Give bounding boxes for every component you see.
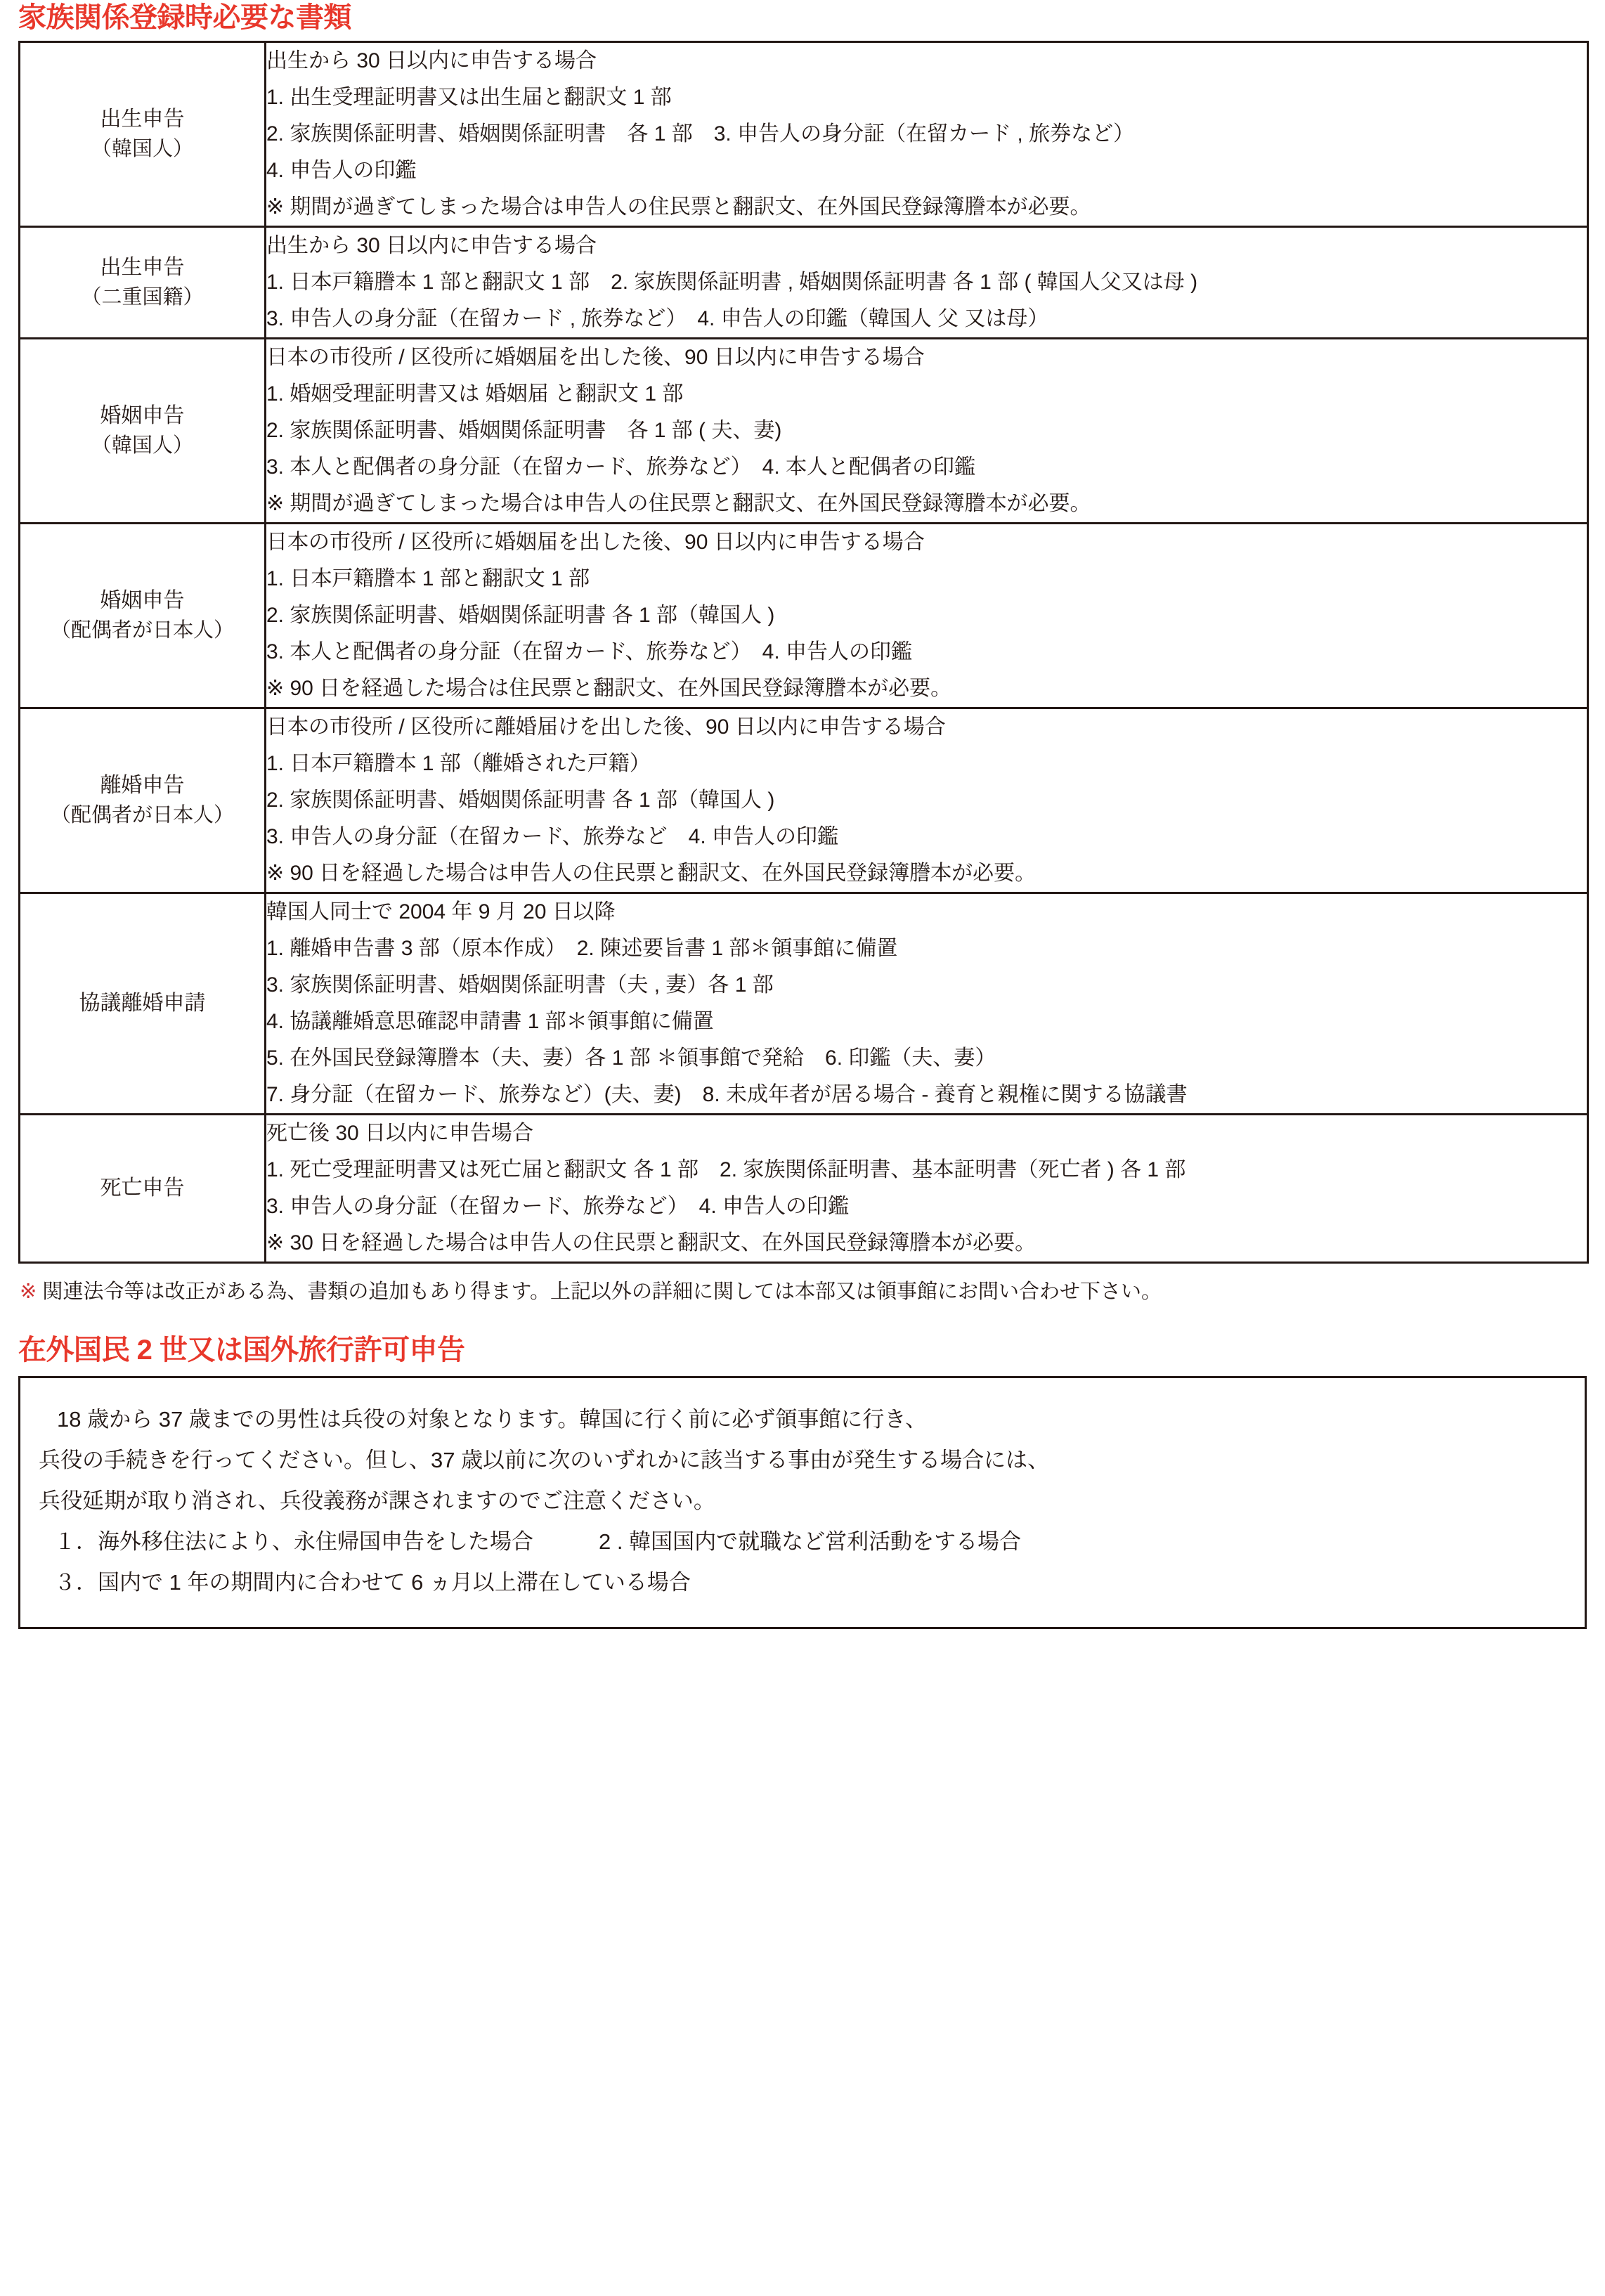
body-line: 3. 本人と配偶者の身分証（在留カード、旅券など） 4. 本人と配偶者の印鑑 xyxy=(266,455,976,479)
body-line: 1. 出生受理証明書又は出生届と翻訳文 1 部 xyxy=(266,86,672,109)
body-line: 出生から 30 日以内に申告する場合 xyxy=(266,49,597,72)
row-label-main: 婚姻申告 xyxy=(100,589,185,612)
required-documents-table xyxy=(18,41,1589,1264)
body-line: 3. 申告人の身分証（在留カード , 旅券など） 4. 申告人の印鑑（韓国人 父 又は母） xyxy=(266,307,1049,330)
row-label-birth-dual xyxy=(20,227,266,339)
notice-line: １．海外移住法により、永住帰国申告をした場合 2 . 韓国国内で就職など営利活動をする場合 xyxy=(54,1529,1022,1554)
body-line: 2. 家族関係証明書、婚姻関係証明書 各 1 部（韓国人 ) xyxy=(266,789,775,812)
body-line: 3. 家族関係証明書、婚姻関係証明書（夫 , 妻）各 1 部 xyxy=(266,973,774,997)
row-label-birth-korean xyxy=(20,42,266,227)
body-line: 1. 離婚申告書 3 部（原本作成） 2. 陳述要旨書 1 部＊領事館に備置 xyxy=(266,937,898,960)
table-row xyxy=(20,1115,1588,1263)
body-line: ※ 期間が過ぎてしまった場合は申告人の住民票と翻訳文、在外国民登録簿謄本が必要。 xyxy=(266,195,1091,219)
row-label-main: 離婚申告 xyxy=(100,774,185,797)
row-body-consensual-divorce xyxy=(266,893,1588,1115)
body-line: 死亡後 30 日以内に申告場合 xyxy=(266,1122,534,1145)
row-body-birth-dual xyxy=(266,227,1588,339)
page-title-overseas-national: 在外国民 2 世又は国外旅行許可申告 xyxy=(18,1335,465,1366)
row-label-main: 婚姻申告 xyxy=(100,404,185,427)
body-line: 2. 家族関係証明書、婚姻関係証明書 各 1 部 ( 夫、妻) xyxy=(266,419,782,442)
body-line: 3. 申告人の身分証（在留カード、旅券など 4. 申告人の印鑑 xyxy=(266,825,839,848)
row-body-birth-korean xyxy=(266,42,1588,227)
row-label-main: 出生申告 xyxy=(100,108,185,131)
body-line: 1. 婚姻受理証明書又は 婚姻届 と翻訳文 1 部 xyxy=(266,382,684,406)
table-row xyxy=(20,227,1588,339)
body-line: 1. 日本戸籍謄本 1 部と翻訳文 1 部 2. 家族関係証明書 , 婚姻関係証明書 各 1 部 ( 韓国人父又は母 ) xyxy=(266,271,1198,294)
row-label-marriage-korean xyxy=(20,339,266,524)
table-row xyxy=(20,524,1588,708)
body-line: ※ 30 日を経過した場合は申告人の住民票と翻訳文、在外国民登録簿謄本が必要。 xyxy=(266,1231,1037,1254)
body-line: 2. 家族関係証明書、婚姻関係証明書 各 1 部（韓国人 ) xyxy=(266,604,775,627)
page-title-family-registration: 家族関係登録時必要な書類 xyxy=(18,2,351,33)
row-label-main: 出生申告 xyxy=(100,256,185,279)
body-line: 3. 申告人の身分証（在留カード、旅券など） 4. 申告人の印鑑 xyxy=(266,1195,850,1218)
row-label-main: 死亡申告 xyxy=(100,1176,185,1200)
row-body-death xyxy=(266,1115,1588,1263)
body-line: 4. 協議離婚意思確認申請書 1 部＊領事館に備置 xyxy=(266,1010,714,1033)
row-label-sub: （韓国人） xyxy=(91,138,193,160)
row-label-divorce-japanese-spouse xyxy=(20,708,266,893)
table-row xyxy=(20,42,1588,227)
body-line: 2. 家族関係証明書、婚姻関係証明書 各 1 部 3. 申告人の身分証（在留カード , 旅券など） xyxy=(266,122,1135,145)
body-line: 7. 身分証（在留カード、旅券など）(夫、妻) 8. 未成年者が居る場合 - 養育と親権に関する協議書 xyxy=(266,1083,1188,1106)
row-body-marriage-japanese-spouse xyxy=(266,524,1588,708)
body-line: 日本の市役所 / 区役所に離婚届けを出した後、90 日以内に申告する場合 xyxy=(266,715,946,739)
body-line: 出生から 30 日以内に申告する場合 xyxy=(266,234,597,257)
notice-line: ３．国内で 1 年の期間内に合わせて 6 ヵ月以上滞在している場合 xyxy=(54,1570,691,1595)
table-row xyxy=(20,708,1588,893)
body-line: ※ 90 日を経過した場合は住民票と翻訳文、在外国民登録簿謄本が必要。 xyxy=(266,677,952,700)
military-service-notice-box xyxy=(18,1376,1587,1629)
row-label-consensual-divorce xyxy=(20,893,266,1115)
notice-line: 18 歳から 37 歳までの男性は兵役の対象となります。韓国に行く前に必ず領事館に行き、 xyxy=(57,1407,928,1432)
table-row xyxy=(20,893,1588,1115)
table-row xyxy=(20,339,1588,524)
row-label-main: 協議離婚申請 xyxy=(79,992,206,1015)
body-line: 4. 申告人の印鑑 xyxy=(266,159,417,182)
body-line: 5. 在外国民登録簿謄本（夫、妻）各 1 部 ＊領事館で発給 6. 印鑑（夫、妻） xyxy=(266,1046,996,1070)
notice-line: 兵役延期が取り消され、兵役義務が課されますのでご注意ください。 xyxy=(39,1488,715,1513)
body-line: 1. 死亡受理証明書又は死亡届と翻訳文 各 1 部 2. 家族関係証明書、基本証明書（死亡者 ) 各 1 部 xyxy=(266,1158,1186,1181)
table-footnote xyxy=(18,1264,1587,1309)
row-label-sub: （配偶者が日本人） xyxy=(50,804,234,826)
body-line: ※ 90 日を経過した場合は申告人の住民票と翻訳文、在外国民登録簿謄本が必要。 xyxy=(266,862,1037,885)
body-line: 韓国人同士で 2004 年 9 月 20 日以降 xyxy=(266,900,616,923)
body-line: 日本の市役所 / 区役所に婚姻届を出した後、90 日以内に申告する場合 xyxy=(266,346,925,369)
notice-line: 兵役の手続きを行ってください。但し、37 歳以前に次のいずれかに該当する事由が発生する場合には、 xyxy=(39,1448,1050,1472)
row-body-divorce-japanese-spouse xyxy=(266,708,1588,893)
row-label-death xyxy=(20,1115,266,1263)
body-line: 1. 日本戸籍謄本 1 部と翻訳文 1 部 xyxy=(266,567,590,590)
footnote-text: 関連法令等は改正がある為、書類の追加もあり得ます。上記以外の詳細に関しては本部又は領事館にお問い合わせ下さい。 xyxy=(37,1280,1162,1303)
body-line: 日本の市役所 / 区役所に婚姻届を出した後、90 日以内に申告する場合 xyxy=(266,531,925,554)
body-line: ※ 期間が過ぎてしまった場合は申告人の住民票と翻訳文、在外国民登録簿謄本が必要。 xyxy=(266,492,1091,515)
asterisk-icon: ※ xyxy=(20,1280,37,1303)
body-line: 3. 本人と配偶者の身分証（在留カード、旅券など） 4. 申告人の印鑑 xyxy=(266,640,913,663)
table-body xyxy=(20,42,1588,1263)
row-body-marriage-korean xyxy=(266,339,1588,524)
body-line: 1. 日本戸籍謄本 1 部（離婚された戸籍） xyxy=(266,752,651,775)
row-label-sub: （二重国籍） xyxy=(81,286,204,309)
row-label-sub: （配偶者が日本人） xyxy=(50,619,234,642)
row-label-marriage-japanese-spouse xyxy=(20,524,266,708)
row-label-sub: （韓国人） xyxy=(91,434,193,457)
